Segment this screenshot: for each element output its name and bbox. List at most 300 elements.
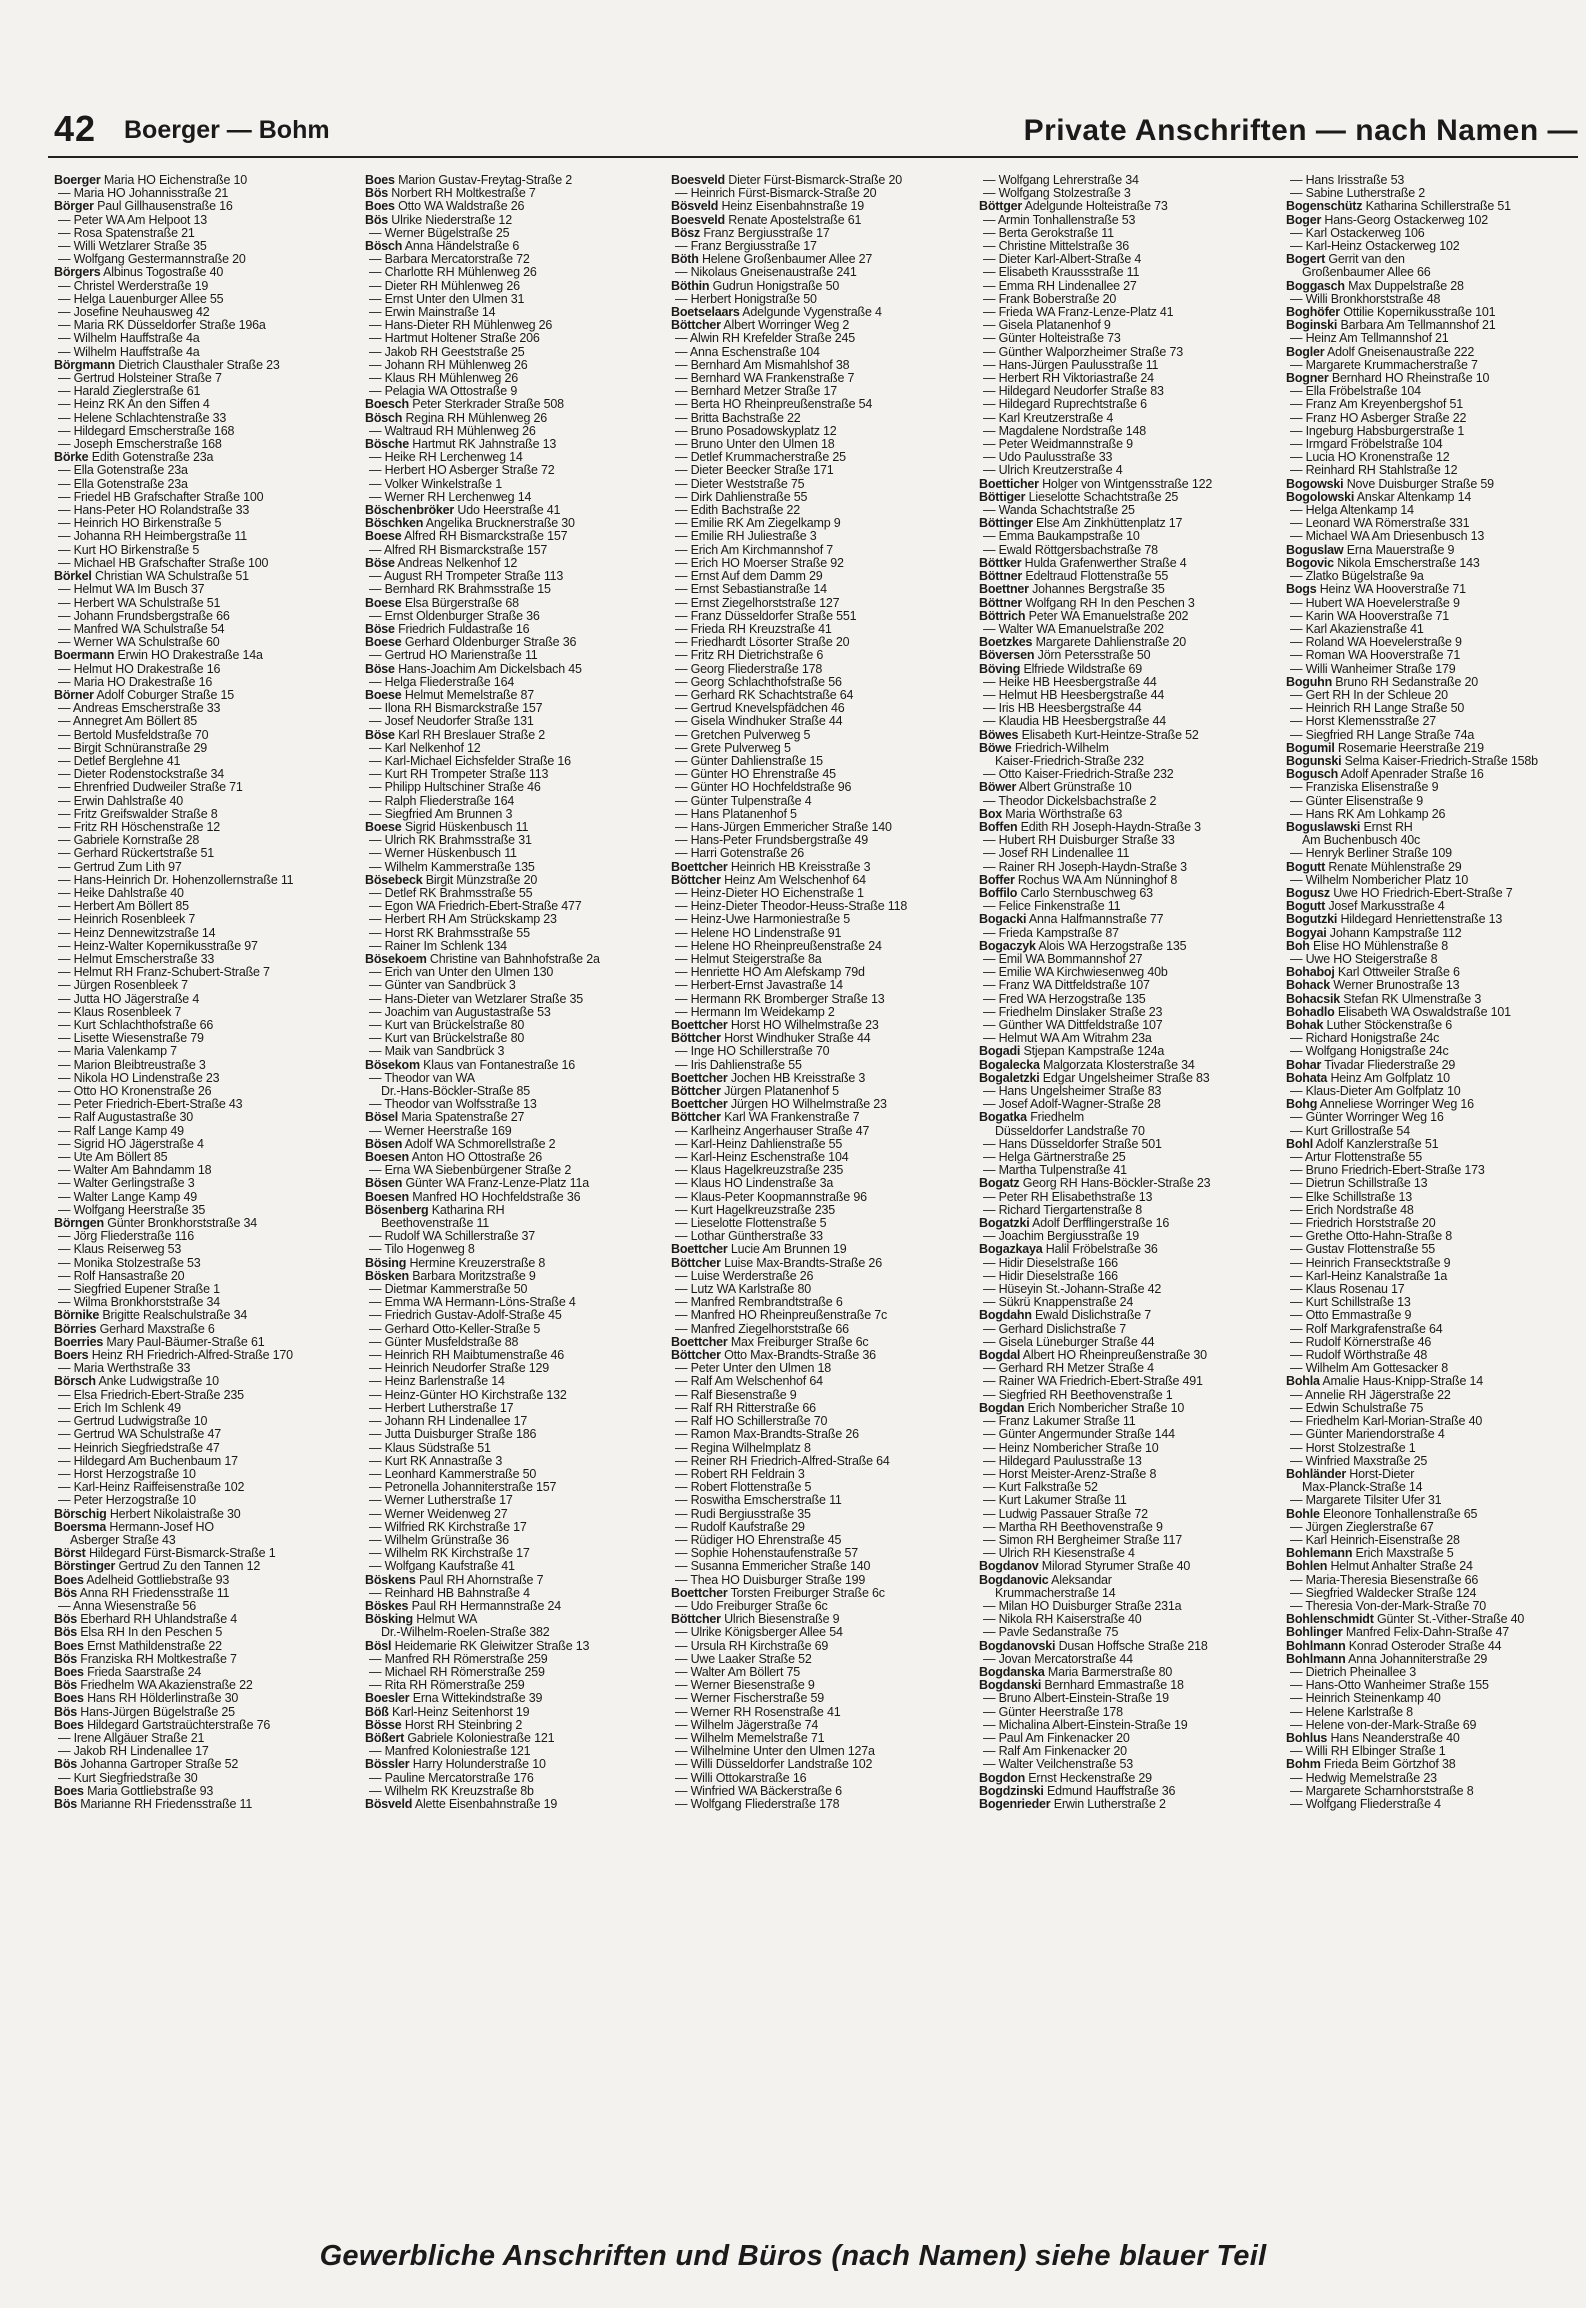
surname: Böskes — [365, 1598, 409, 1613]
surname: Bogatka — [979, 1110, 1027, 1125]
entry-text: — Erwin Mainstraße 14 — [369, 305, 496, 320]
surname: Boers — [54, 1348, 89, 1363]
entry-text: — Willi Wetzlarer Straße 35 — [58, 239, 207, 254]
surname: Bohlen — [1286, 1559, 1328, 1574]
entry-text: — Heinrich Neudorfer Straße 129 — [369, 1361, 549, 1376]
entry-text: Maria Gottliebstraße 93 — [87, 1783, 214, 1798]
entry-text: Adolf WA Schmorellstraße 2 — [404, 1136, 556, 1151]
entry-text: — Ramon Max-Brandts-Straße 26 — [675, 1427, 859, 1442]
surname: Böving — [979, 661, 1021, 676]
entry-text: Kaiser-Friedrich-Straße 232 — [995, 753, 1144, 768]
entry-text: — Heinrich HO Birkenstraße 5 — [58, 516, 222, 531]
entry-text: Düsseldorfer Landstraße 70 — [995, 1123, 1145, 1138]
entry-text: — Detlef RK Brahmsstraße 55 — [369, 885, 533, 900]
entry-text: — Ralf RH Ritterstraße 66 — [675, 1400, 816, 1415]
entry-text: — Dieter Beecker Straße 171 — [675, 463, 834, 478]
entry-text: — Gustav Flottenstraße 55 — [1290, 1242, 1436, 1257]
entry-text: Anton HO Ottostraße 26 — [411, 1150, 542, 1165]
entry-text: Erna Wittekindstraße 39 — [412, 1691, 543, 1706]
entry-text: — Emilie RH Juliestraße 3 — [675, 529, 817, 544]
surname: Boes — [365, 199, 395, 214]
surname: Bogdanski — [979, 1678, 1042, 1693]
surname: Boersma — [54, 1519, 107, 1534]
entry-text: — Heinrich Rosenbleek 7 — [58, 912, 196, 927]
entry-text: Frieda Saarstraße 24 — [87, 1664, 202, 1679]
surname: Bohm — [1286, 1757, 1321, 1772]
entry-text: — Kurt HO Birkenstraße 5 — [58, 542, 200, 557]
surname: Böttcher — [671, 1110, 721, 1125]
surname: Bogdanovic — [979, 1572, 1049, 1587]
entry-text: Friedrich-Wilhelm — [1014, 740, 1109, 755]
surname: Bohlmann — [1286, 1651, 1346, 1666]
listing-entry — [365, 1798, 655, 1811]
entry-text: Katharina Schillerstraße 51 — [1365, 199, 1511, 214]
surname: Boettcher — [671, 1585, 728, 1600]
surname: Bös — [54, 1585, 78, 1600]
entry-text: — Hidir Dieselstraße 166 — [983, 1255, 1118, 1270]
entry-text: Gerrit van den — [1328, 252, 1405, 267]
entry-text: — Wilhelm Kammerstraße 135 — [369, 859, 535, 874]
entry-text: Anskar Altenkamp 14 — [1356, 489, 1472, 504]
entry-text: — Karl-Michael Eichsfelder Straße 16 — [369, 753, 571, 768]
surname: Boese — [365, 595, 402, 610]
entry-text: — Hildegard Emscherstraße 168 — [58, 423, 235, 438]
entry-text: Hartmut RK Jahnstraße 13 — [412, 437, 557, 452]
entry-text: — Wolfgang Heerstraße 35 — [58, 1202, 206, 1217]
surname: Bösekoem — [365, 951, 427, 966]
entry-text: — Werner RH Lerchenweg 14 — [369, 489, 532, 504]
entry-text: Heinz WA Hooverstraße 71 — [1319, 582, 1466, 597]
entry-text: — Joseph Emscherstraße 168 — [58, 437, 222, 452]
entry-text: — Heinz Barlenstraße 14 — [369, 1374, 505, 1389]
entry-text: — Jovan Mercatorstraße 44 — [983, 1651, 1133, 1666]
entry-text: Adolf Kanzlerstraße 51 — [1315, 1136, 1439, 1151]
entry-text: — Thea HO Duisburger Straße 199 — [675, 1572, 866, 1587]
entry-text: — Nikolaus Gneisenaustraße 241 — [675, 265, 857, 280]
entry-text: — Anna Wiesenstraße 56 — [58, 1598, 197, 1613]
entry-text: Erna Mauerstraße 9 — [1346, 542, 1455, 557]
entry-text: Sigrid Hüskenbusch 11 — [404, 819, 529, 834]
entry-text: — Inge HO Schillerstraße 70 — [675, 1044, 830, 1059]
entry-text: Ewald Dislichstraße 7 — [1035, 1308, 1152, 1323]
entry-text: — Karin WA Hooverstraße 71 — [1290, 608, 1449, 623]
entry-text: — Werner Fischerstraße 59 — [675, 1691, 824, 1706]
listing-column-3 — [671, 174, 961, 2194]
entry-text: — Ursula RH Kirchstraße 69 — [675, 1638, 829, 1653]
entry-text: — Rolf Markgrafenstraße 64 — [1290, 1321, 1443, 1336]
entry-text: — Theodor van WA — [369, 1070, 475, 1085]
entry-text: — Roman WA Hooverstraße 71 — [1290, 648, 1461, 663]
entry-text: Elise HO Mühlenstraße 8 — [1312, 938, 1449, 953]
surname: Boese — [365, 635, 402, 650]
entry-text: Adelgunde Vygenstraße 4 — [742, 305, 882, 320]
entry-text: Anneliese Worringer Weg 16 — [1319, 1097, 1474, 1112]
entry-text: — Maria RK Düsseldorfer Straße 196a — [58, 318, 266, 333]
surname: Bösking — [365, 1612, 413, 1627]
entry-text: Angelika Brucknerstraße 30 — [425, 516, 575, 531]
entry-text: — Erwin Dahlstraße 40 — [58, 793, 184, 808]
surname: Bogowski — [1286, 476, 1344, 491]
entry-text: Dr.-Hans-Böckler-Straße 85 — [381, 1084, 531, 1099]
surname: Bösken — [365, 1268, 409, 1283]
section-title: Private Anschriften — nach Namen — — [1023, 114, 1578, 147]
surname: Börkel — [54, 569, 92, 584]
entry-text: — Ralf Augustastraße 30 — [58, 1110, 194, 1125]
entry-text: Bernhard HO Rheinstraße 10 — [1331, 371, 1490, 386]
entry-text: — Walter Am Böllert 75 — [675, 1664, 801, 1679]
surname: Bogenrieder — [979, 1796, 1051, 1811]
entry-text: — Klaus RH Mühlenweg 26 — [369, 371, 518, 386]
entry-text: — Irmgard Fröbelstraße 104 — [1290, 437, 1443, 452]
entry-text: — Wilhelm Am Gottesacker 8 — [1290, 1361, 1449, 1376]
surname: Bösel — [365, 1110, 399, 1125]
entry-text: — Johann RH Mühlenweg 26 — [369, 357, 528, 372]
entry-text: — Gisela Windhuker Straße 44 — [675, 714, 843, 729]
entry-text: Maria Barmerstraße 80 — [1047, 1664, 1173, 1679]
entry-text: — Günter HO Ehrenstraße 45 — [675, 767, 836, 782]
surname: Boesen — [365, 1189, 409, 1204]
entry-text: — Margarete Tilsiter Ufer 31 — [1290, 1493, 1442, 1508]
surname: Böttiger — [979, 489, 1026, 504]
entry-text: — Berta HO Rheinpreußenstraße 54 — [675, 397, 873, 412]
entry-text: — Josef RH Lindenallee 11 — [983, 846, 1130, 861]
entry-text: — Barbara Mercatorstraße 72 — [369, 252, 530, 267]
entry-text: Dietrich Clausthaler Straße 23 — [118, 357, 280, 372]
entry-text: — Kurt van Brückelstraße 80 — [369, 1018, 525, 1032]
surname: Böttinger — [979, 516, 1033, 531]
surname: Böschken — [365, 516, 424, 531]
entry-text: — Herbert RH Viktoriastraße 24 — [983, 371, 1154, 386]
entry-text: — Grethe Otto-Hahn-Straße 8 — [1290, 1229, 1453, 1244]
entry-text: — Monika Stolzestraße 53 — [58, 1255, 201, 1270]
entry-text: Katharina RH — [431, 1202, 505, 1217]
entry-text: — Michael RH Römerstraße 259 — [369, 1664, 545, 1679]
entry-text: — Heinz-Dieter HO Eichenstraße 1 — [675, 885, 864, 900]
surname: Boese — [365, 687, 402, 702]
surname: Boguslaw — [1286, 542, 1344, 557]
entry-text: — Wolfgang Honigstraße 24c — [1290, 1044, 1449, 1059]
entry-text: Gabriele Koloniestraße 121 — [407, 1730, 555, 1745]
entry-text: — Günter HO Hochfeldstraße 96 — [675, 780, 852, 795]
entry-text: — Kurt Falkstraße 52 — [983, 1480, 1098, 1495]
entry-text: — Karl-Heinz Dahlienstraße 55 — [675, 1136, 843, 1151]
entry-text: — Ernst Unter den Ulmen 31 — [369, 291, 525, 306]
entry-text: — Klaus Südstraße 51 — [369, 1440, 491, 1455]
entry-text: Rosemarie Heerstraße 219 — [1337, 740, 1484, 755]
entry-text: — Anna Eschenstraße 104 — [675, 344, 820, 359]
entry-text: — Ludwig Passauer Straße 72 — [983, 1506, 1148, 1521]
listing-entry — [671, 1798, 961, 1811]
entry-text: — Jutta HO Jägerstraße 4 — [58, 991, 200, 1006]
entry-text: — Heinrich Steinenkamp 40 — [1290, 1691, 1441, 1706]
listing-column-1 — [54, 174, 344, 2194]
surname: Bös — [365, 186, 389, 201]
entry-text: Heinz Am Golfplatz 10 — [1330, 1070, 1450, 1085]
entry-text: Johann Kampstraße 112 — [1329, 925, 1462, 940]
entry-text: — Friedhelm Dinslaker Straße 23 — [983, 1004, 1163, 1019]
entry-text: — Christel Werderstraße 19 — [58, 278, 209, 293]
entry-text: Großenbaumer Allee 66 — [1302, 265, 1431, 280]
surname: Bösveld — [365, 1796, 413, 1811]
entry-text: — Jakob RH Lindenallee 17 — [58, 1744, 209, 1759]
entry-text: — Hüseyin St.-Johann-Straße 42 — [983, 1282, 1162, 1297]
entry-text: — Günter Mariendorstraße 4 — [1290, 1427, 1445, 1442]
entry-text: — Herbert-Ernst Javastraße 14 — [675, 978, 843, 993]
surname: Bogusz — [1286, 885, 1330, 900]
surname: Börsch — [54, 1374, 96, 1389]
entry-text: Rochus WA Am Nünninghof 8 — [1017, 872, 1178, 887]
entry-text: — Reinhard RH Stahlstraße 12 — [1290, 463, 1458, 478]
surname: Bogutt — [1286, 899, 1326, 914]
entry-text: Edith RH Joseph-Haydn-Straße 3 — [1020, 819, 1201, 834]
entry-text: Ottilie Kopernikusstraße 101 — [1343, 305, 1496, 320]
entry-text: — Jakob RH Geeststraße 25 — [369, 344, 525, 359]
surname: Boger — [1286, 212, 1322, 227]
surname: Bogaletzki — [979, 1070, 1040, 1085]
surname: Bohak — [1286, 1018, 1324, 1032]
surname: Bogdzinski — [979, 1783, 1044, 1798]
entry-text: — Elisabeth Kraussstraße 11 — [983, 265, 1140, 280]
entry-text: — Erich Am Kirchmannshof 7 — [675, 542, 834, 557]
footer-note: Gewerbliche Anschriften und Büros (nach Namen) siehe blauer Teil — [319, 2240, 1267, 2272]
entry-text: — Gertrud Zum Lith 97 — [58, 859, 182, 874]
entry-text: — Ulrike Königsberger Allee 54 — [675, 1625, 843, 1640]
entry-text: — Hans-Otto Wanheimer Straße 155 — [1290, 1678, 1489, 1693]
entry-text: — Elsa Friedrich-Ebert-Straße 235 — [58, 1387, 244, 1402]
surname: Boesen — [365, 1150, 409, 1165]
entry-text: Renate Apostelstraße 61 — [728, 212, 862, 227]
entry-text: — Emma WA Hermann-Löns-Straße 4 — [369, 1295, 576, 1310]
entry-text: — Alfred RH Bismarckstraße 157 — [369, 542, 548, 557]
entry-text: — Kurt van Brückelstraße 80 — [369, 1031, 525, 1046]
entry-text: — Hans Ungelsheimer Straße 83 — [983, 1084, 1162, 1099]
entry-text: Heinz RH Friedrich-Alfred-Straße 170 — [91, 1348, 293, 1363]
entry-text: Brigitte Realschulstraße 34 — [102, 1308, 248, 1323]
surname: Boesveld — [671, 174, 725, 187]
surname: Böttker — [979, 555, 1022, 570]
entry-text: — Peter Friedrich-Ebert-Straße 43 — [58, 1097, 243, 1112]
entry-text: Am Buchenbusch 40c — [1302, 833, 1421, 848]
entry-text: — Wilhelm Jägerstraße 74 — [675, 1717, 819, 1732]
entry-text: — Milan HO Duisburger Straße 231a — [983, 1598, 1182, 1613]
entry-text: — Kurt Lakumer Straße 11 — [983, 1493, 1127, 1508]
surname: Böttcher — [671, 1612, 721, 1627]
entry-text: Max-Planck-Straße 14 — [1302, 1480, 1423, 1495]
entry-text: — Willi Düsseldorfer Landstraße 102 — [675, 1757, 873, 1772]
entry-text: Edgar Ungelsheimer Straße 83 — [1042, 1070, 1210, 1085]
entry-text: Albert Grünstraße 10 — [1018, 780, 1132, 795]
surname: Bösekom — [365, 1057, 420, 1072]
entry-text: — Emma RH Lindenallee 27 — [983, 278, 1137, 293]
surname: Boguslawski — [1286, 819, 1361, 834]
entry-text: — Heinz-Dieter Theodor-Heuss-Straße 118 — [675, 899, 908, 914]
entry-text: — Günter van Sandbrück 3 — [369, 978, 516, 993]
entry-text: — Bernhard RK Brahmsstraße 15 — [369, 582, 551, 597]
entry-text: — Heinz-Uwe Harmoniestraße 5 — [675, 912, 851, 927]
entry-text: Amalie Haus-Knipp-Straße 14 — [1322, 1374, 1483, 1389]
entry-text: — Gisela Platanenhof 9 — [983, 318, 1111, 333]
entry-text: — Rudolf Wörthstraße 48 — [1290, 1348, 1428, 1363]
entry-text: — Herbert WA Schulstraße 51 — [58, 595, 221, 610]
entry-text: — Karl-Heinz Ostackerweg 102 — [1290, 239, 1460, 254]
entry-text: Jürgen Platanenhof 5 — [724, 1084, 839, 1099]
entry-text: — Richard Tiergartenstraße 8 — [983, 1202, 1143, 1217]
entry-text: — Friedel HB Grafschafter Straße 100 — [58, 489, 264, 504]
entry-text: Karl RH Breslauer Straße 2 — [398, 727, 545, 742]
entry-text: — Gerhard RK Schachtstraße 64 — [675, 687, 854, 702]
entry-text: — Georg Schlachthofstraße 56 — [675, 674, 842, 689]
entry-text: — Günther WA Dittfeldstraße 107 — [983, 1018, 1163, 1032]
entry-text: Karl WA Frankenstraße 7 — [724, 1110, 860, 1125]
entry-text: Elisabeth WA Oswaldstraße 101 — [1337, 1004, 1511, 1019]
entry-text: — Gertrud WA Schulstraße 47 — [58, 1427, 221, 1442]
surname: Bohl — [1286, 1136, 1313, 1151]
entry-text: Elfriede Wildstraße 69 — [1023, 661, 1143, 676]
entry-text: Bernhard Emmastraße 18 — [1044, 1678, 1184, 1693]
entry-text: — Manfred Rembrandtstraße 6 — [675, 1295, 843, 1310]
entry-text: Eleonore Tonhallenstraße 65 — [1323, 1506, 1478, 1521]
entry-text: Johanna Gartroper Straße 52 — [80, 1757, 239, 1772]
surname: Börner — [54, 687, 94, 702]
entry-text: — Franz HO Asberger Straße 22 — [1290, 410, 1467, 425]
surname: Boermann — [54, 648, 115, 663]
entry-text: — Wilhelm RK Kreuzstraße 8b — [369, 1783, 534, 1798]
entry-text: — Hans-Dieter van Wetzlarer Straße 35 — [369, 991, 583, 1006]
entry-text: — Maria HO Johannisstraße 21 — [58, 186, 229, 201]
entry-text: — Willi Bronkhorststraße 48 — [1290, 291, 1441, 306]
entry-text: — Günther Walporzheimer Straße 73 — [983, 344, 1183, 359]
entry-text: — Erich Nordstraße 48 — [1290, 1202, 1414, 1217]
entry-text: Lieselotte Schachtstraße 25 — [1028, 489, 1179, 504]
entry-text: — Heinz Nombericher Straße 10 — [983, 1440, 1159, 1455]
entry-text: — Roland WA Hoevelerstraße 9 — [1290, 635, 1462, 650]
surname: Bogyai — [1286, 925, 1327, 940]
entry-text: — Hermann RK Bromberger Straße 13 — [675, 991, 885, 1006]
entry-text: — Helmut HO Drakestraße 16 — [58, 661, 221, 676]
entry-text: — Theodor Dickelsbachstraße 2 — [983, 793, 1157, 808]
entry-text: Karl-Heinz Seitenhorst 19 — [391, 1704, 530, 1719]
surname: Bogusch — [1286, 767, 1339, 782]
entry-text: — Klaudia HB Heesbergstraße 44 — [983, 714, 1166, 729]
entry-text: — Gert RH In der Schleue 20 — [1290, 687, 1448, 702]
entry-text: — Klaus-Dieter Am Golfplatz 10 — [1290, 1084, 1461, 1099]
entry-text: — Peter Unter den Ulmen 18 — [675, 1361, 831, 1376]
entry-text: — Edwin Schulstraße 75 — [1290, 1400, 1424, 1415]
entry-text: — Ute Am Böllert 85 — [58, 1150, 168, 1165]
entry-text: — Ella Fröbelstraße 104 — [1290, 384, 1421, 399]
entry-text: — Rüdiger HO Ehrenstraße 45 — [675, 1532, 842, 1547]
entry-text: — Volker Winkelstraße 1 — [369, 476, 502, 491]
entry-text: — Herbert Am Böllert 85 — [58, 899, 189, 914]
entry-text: — Gerhard Dislichstraße 7 — [983, 1321, 1126, 1336]
entry-text: — Emilie RK Am Ziegelkamp 9 — [675, 516, 841, 531]
surname: Boettcher — [671, 1018, 728, 1032]
entry-text: — Heinrich RH Lange Straße 50 — [1290, 701, 1465, 716]
surname: Böse — [365, 555, 395, 570]
entry-text: — Lieselotte Flottenstraße 5 — [675, 1216, 827, 1231]
entry-text: — Henriette HO Am Alefskamp 79d — [675, 965, 865, 980]
entry-text: — Hans Platanenhof 5 — [675, 806, 797, 821]
surname: Boettcher — [671, 1097, 728, 1112]
entry-text: — Werner Weidenweg 27 — [369, 1506, 508, 1521]
entry-text: — Horst Klemensstraße 27 — [1290, 714, 1436, 729]
entry-text: Adolf Coburger Straße 15 — [96, 687, 235, 702]
entry-text: Paul RH Ahornstraße 7 — [419, 1572, 544, 1587]
entry-text: — Hans-Peter HO Rolandstraße 33 — [58, 503, 250, 518]
entry-text: — Helmut WA Im Busch 37 — [58, 582, 205, 597]
surname: Bogatz — [979, 1176, 1020, 1191]
entry-text: Horst HO Wilhelmstraße 23 — [730, 1018, 879, 1032]
entry-text: — Pauline Mercatorstraße 176 — [369, 1770, 534, 1785]
entry-text: Marion Gustav-Freytag-Straße 2 — [398, 174, 572, 187]
entry-text: — Walter Veilchenstraße 53 — [983, 1757, 1133, 1772]
entry-text: — Hans-Dieter RH Mühlenweg 26 — [369, 318, 553, 333]
entry-text: Karl Ottweiler Straße 6 — [1337, 965, 1460, 980]
entry-text: Gertrud Zu den Tannen 12 — [118, 1559, 261, 1574]
entry-text: — Heike HB Heesbergstraße 44 — [983, 674, 1157, 689]
entry-text: — Michael WA Am Driesenbusch 13 — [1290, 529, 1485, 544]
entry-text: Jürgen HO Wilhelmstraße 23 — [730, 1097, 887, 1112]
entry-text: — Rudi Bergiusstraße 35 — [675, 1506, 811, 1521]
entry-text: — Siegfried Eupener Straße 1 — [58, 1282, 220, 1297]
entry-text: — Johann RH Lindenallee 17 — [369, 1414, 528, 1429]
surname: Boes — [54, 1783, 84, 1798]
entry-text: Andreas Nelkenhof 12 — [397, 555, 518, 570]
entry-text: Max Duppelstraße 28 — [1348, 278, 1464, 293]
entry-text: Mary Paul-Bäumer-Straße 61 — [106, 1334, 265, 1349]
entry-text: — Dietrun Schillstraße 13 — [1290, 1176, 1428, 1191]
entry-text: Maria Wörthstraße 63 — [1005, 806, 1123, 821]
entry-text: — Grete Pulverweg 5 — [675, 740, 791, 755]
entry-text: — Willi Wanheimer Straße 179 — [1290, 661, 1456, 676]
entry-text: Barbara Am Tellmannshof 21 — [1340, 318, 1496, 333]
entry-text: Horst-Dieter — [1349, 1466, 1415, 1481]
entry-text: — Manfred Koloniestraße 121 — [369, 1744, 531, 1759]
surname: Börgers — [54, 265, 101, 280]
entry-text: — Günter Dahlienstraße 15 — [675, 753, 823, 768]
entry-text: — Nikola HO Lindenstraße 23 — [58, 1070, 220, 1085]
entry-text: — Ehrenfried Dudweiler Straße 71 — [58, 780, 243, 795]
entry-text: — Erna WA Siebenbürgener Straße 2 — [369, 1163, 572, 1178]
entry-text: — Egon WA Friedrich-Ebert-Straße 477 — [369, 899, 582, 914]
entry-text: — Wilhelmine Unter den Ulmen 127a — [675, 1744, 875, 1759]
surname: Bohaboj — [1286, 965, 1335, 980]
entry-text: — Helmut Emscherstraße 33 — [58, 951, 215, 966]
surname: Bogazkaya — [979, 1242, 1043, 1257]
entry-text: Peter WA Emanuelstraße 202 — [1028, 608, 1189, 623]
entry-text: — Simon RH Bergheimer Straße 117 — [983, 1532, 1183, 1547]
entry-text: — Henryk Berliner Straße 109 — [1290, 846, 1452, 861]
entry-text: Josef Markusstraße 4 — [1328, 899, 1445, 914]
surname: Boffer — [979, 872, 1015, 887]
surname: Bösenberg — [365, 1202, 429, 1217]
entry-text: — Günter Elisenstraße 9 — [1290, 793, 1423, 808]
entry-text: — Leonard WA Römerstraße 331 — [1290, 516, 1470, 531]
entry-text: — Manfred HO Rheinpreußenstraße 7c — [675, 1308, 888, 1323]
entry-text: Anna Johanniterstraße 29 — [1348, 1651, 1488, 1666]
surname: Böttrich — [979, 608, 1026, 623]
entry-text: — Wolfgang Gestermannstraße 20 — [58, 252, 246, 267]
entry-text: Wolfgang RH In den Peschen 3 — [1025, 595, 1195, 610]
surname: Boettcher — [671, 1242, 728, 1257]
entry-text: — Karl Heinrich-Eisenstraße 28 — [1290, 1532, 1460, 1547]
entry-text: — Hartmut Holtener Straße 206 — [369, 331, 540, 346]
entry-text: — Theresia Von-der-Mark-Straße 70 — [1290, 1598, 1487, 1613]
header-rule — [48, 156, 1578, 158]
surname: Börngen — [54, 1216, 104, 1231]
surname: Box — [979, 806, 1003, 821]
entry-text: — Georg Fliederstraße 178 — [675, 661, 823, 676]
